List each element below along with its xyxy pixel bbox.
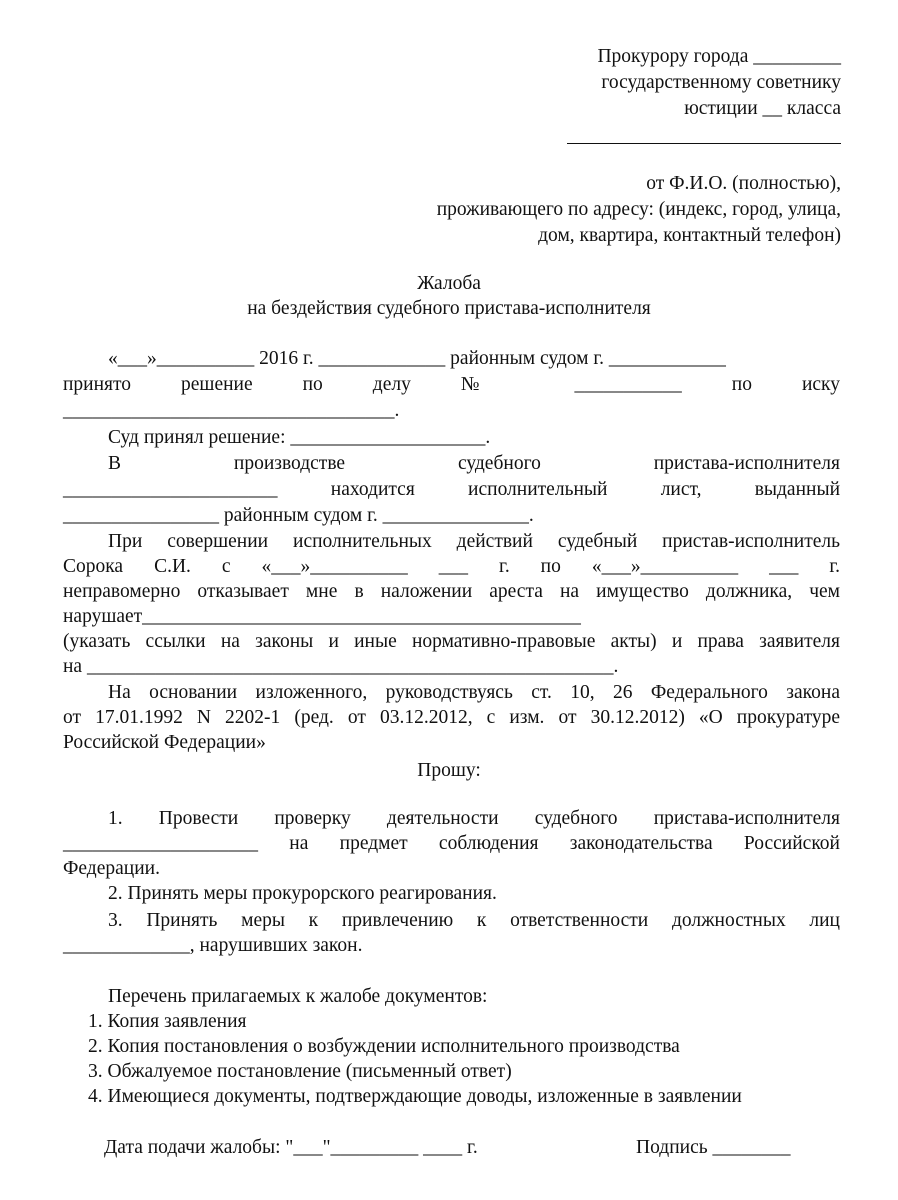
document-title: Жалоба xyxy=(417,273,481,294)
paragraph-4-line-2: Сорока С.И. с «___»__________ ___ г. по «___»__________ ___ г. xyxy=(63,556,840,577)
attachment-item: 4. Имеющиеся документы, подтверждающие доводы, изложенные в заявлении xyxy=(88,1086,742,1107)
document-subtitle: на бездействия судебного пристава-исполнителя xyxy=(247,298,651,319)
addressee-name-rule xyxy=(567,143,841,144)
attachment-item: 3. Обжалуемое постановление (письменный ответ) xyxy=(88,1061,512,1082)
addressee-line-1: Прокурору города _________ xyxy=(597,46,841,67)
request-3-line-1: 3. Принять меры к привлечению к ответственности должностных лиц xyxy=(108,910,840,931)
paragraph-3-line-1: В производстве судебного пристава-исполнителя xyxy=(108,453,840,474)
paragraph-1-line-2: принято решение по делу № ___________ по иску xyxy=(63,374,840,395)
request-1-line-1: 1. Провести проверку деятельности судебного пристава-исполнителя xyxy=(108,808,840,829)
request-3-line-2: _____________, нарушивших закон. xyxy=(63,935,363,956)
paragraph-5-line-2: от 17.01.1992 N 2202-1 (ред. от 03.12.2012, с изм. от 30.12.2012) «О прокуратуре xyxy=(63,707,840,728)
paragraph-4-line-6: на ______________________________________________________. xyxy=(63,656,619,677)
paragraph-1-line-1: «___»__________ 2016 г. _____________ районным судом г. ____________ xyxy=(108,348,726,369)
paragraph-4-line-1: При совершении исполнительных действий судебный пристав-исполнитель xyxy=(108,531,840,552)
paragraph-5-line-3: Российской Федерации» xyxy=(63,732,266,753)
addressee-line-3: юстиции __ класса xyxy=(684,98,841,119)
paragraph-4-line-5: (указать ссылки на законы и иные нормативно-правовые акты) и права заявителя xyxy=(63,631,840,652)
paragraph-3-line-3: ________________ районным судом г. _______________. xyxy=(63,505,534,526)
paragraph-5-line-1: На основании изложенного, руководствуясь ст. 10, 26 Федерального закона xyxy=(108,682,840,703)
paragraph-4-line-3: неправомерно отказывает мне в наложении ареста на имущество должника, чем xyxy=(63,581,840,602)
sender-line-2: проживающего по адресу: (индекс, город, улица, xyxy=(436,199,841,220)
attachment-item: 2. Копия постановления о возбуждении исполнительного производства xyxy=(88,1036,680,1057)
request-2: 2. Принять меры прокурорского реагирования. xyxy=(108,883,497,904)
signature-field: Подпись ________ xyxy=(636,1137,791,1158)
paragraph-3-line-2: ______________________ находится исполнительный лист, выданный xyxy=(63,479,840,500)
request-1-line-3: Федерации. xyxy=(63,858,160,879)
request-1-line-2: ____________________ на предмет соблюдения законодательства Российской xyxy=(63,833,840,854)
request-heading: Прошу: xyxy=(417,760,481,781)
addressee-line-2: государственному советнику xyxy=(601,72,841,93)
sender-line-3: дом, квартира, контактный телефон) xyxy=(538,225,841,246)
paragraph-4-line-4: нарушает_____________________________________________ xyxy=(63,606,581,627)
submission-date: Дата подачи жалобы: "___"_________ ____ г. xyxy=(104,1137,478,1158)
paragraph-2: Суд принял решение: ____________________. xyxy=(108,427,491,448)
sender-line-1: от Ф.И.О. (полностью), xyxy=(646,173,841,194)
attachments-heading: Перечень прилагаемых к жалобе документов: xyxy=(108,986,488,1007)
attachment-item: 1. Копия заявления xyxy=(88,1011,247,1032)
paragraph-1-line-3: __________________________________. xyxy=(63,400,400,421)
